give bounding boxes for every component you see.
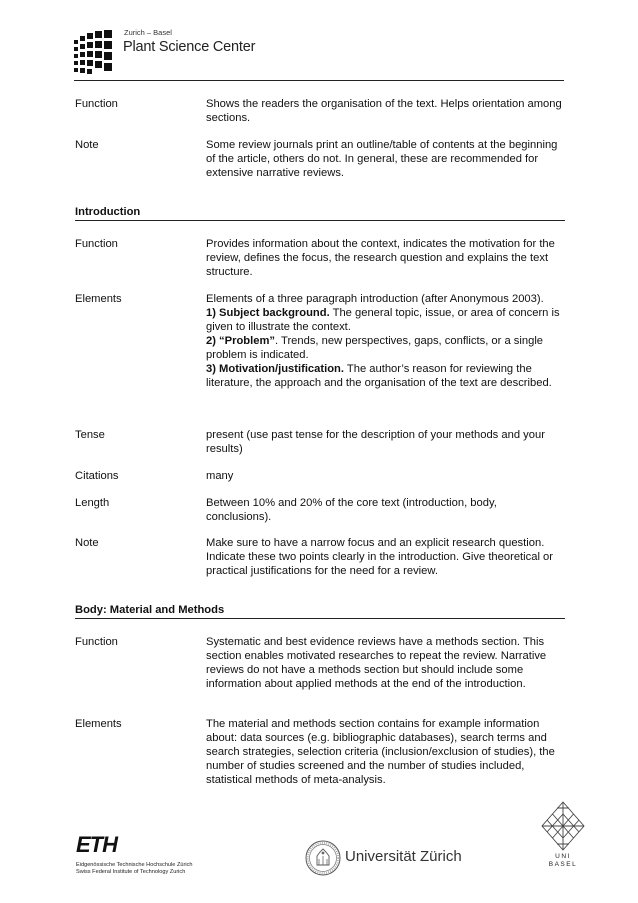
document-body [75, 97, 565, 799]
element-2-title: 2) “Problem” [206, 335, 276, 347]
section-heading-methods: Body: Material and Methods [75, 603, 565, 619]
basel-line-uni: UNI [555, 853, 571, 860]
logo-subtitle: Zurich – Basel [124, 28, 172, 37]
row-text: Some review journals print an outline/table of contents at the beginning of the article, others do not. In general, these are recommended for extensive narrative reviews. [206, 139, 558, 179]
row-label: Function [75, 238, 118, 250]
element-1-text: The general topic, issue, or area of concern is given to illustrate the context. [206, 307, 560, 333]
row-text: Systematic and best evidence reviews have a methods section. This section enables motivated researches to repeat the review. Narrative reviews do not have a methods section but should include some information about applied methods at the end of the introduction. [206, 636, 547, 690]
footer [0, 810, 638, 900]
function-row [75, 97, 565, 138]
row-text: many [206, 470, 234, 482]
logo-title: Plant Science Center [123, 39, 256, 55]
plant-science-center-logo [74, 24, 294, 80]
uzh-logo [305, 840, 475, 882]
eth-line-english: Swiss Federal Institute of Technology Zurich [76, 869, 186, 875]
basel-lattice-icon [540, 800, 586, 852]
uzh-seal-icon [305, 840, 341, 876]
row-label: Function [75, 636, 118, 648]
row-text: present (use past tense for the description of your methods and your results) [206, 429, 545, 455]
uzh-name: Universität Zürich [345, 848, 462, 865]
basel-line-basel: BASEL [548, 861, 578, 868]
element-3-title: 3) Motivation/justification. [206, 363, 344, 375]
row-label: Note [75, 537, 99, 549]
introduction-elements-row [75, 292, 565, 428]
introduction-citations-row [75, 469, 565, 496]
dot-grid-logo-icon [74, 30, 118, 74]
row-label: Function [75, 98, 118, 110]
introduction-note-row [75, 536, 565, 603]
eth-wordmark: ETH [76, 832, 117, 857]
row-label: Elements [75, 718, 122, 730]
introduction-tense-row [75, 428, 565, 469]
introduction-function-row [75, 237, 565, 292]
eth-logo [76, 834, 216, 880]
element-1-title: 1) Subject background. [206, 307, 330, 319]
row-text: Shows the readers the organisation of the text. Helps orientation among sections. [206, 98, 562, 124]
section-heading-introduction: Introduction [75, 205, 565, 221]
row-text: The material and methods section contains for example information about: data sources (e.g. bibliographic databases), search terms and search strategies, selection criteria (inclusion/exclusion of studies), the number of studies screened and the number of studies included, statistical methods of meta-analysis. [206, 718, 555, 786]
row-label: Elements [75, 293, 122, 305]
row-label: Length [75, 497, 110, 509]
introduction-length-row [75, 496, 565, 536]
row-label: Citations [75, 470, 119, 482]
basel-wordmark [540, 853, 586, 869]
row-label: Tense [75, 429, 105, 441]
row-text: Make sure to have a narrow focus and an explicit research question. Indicate these two points clearly in the introduction. Give theoretical or practical justifications for the need for a review. [206, 537, 553, 577]
element-3-text: The author’s reason for reviewing the literature, the approach and the organisation of the text are described. [206, 363, 552, 389]
header-divider [74, 80, 564, 81]
row-text: Provides information about the context, indicates the motivation for the review, defines the focus, the research question and explains the text structure. [206, 238, 555, 278]
row-label: Note [75, 139, 99, 151]
row-text [206, 292, 565, 428]
row-text: Between 10% and 20% of the core text (introduction, body, conclusions). [206, 497, 497, 523]
methods-elements-row [75, 717, 565, 799]
elements-lead: Elements of a three paragraph introduction (after Anonymous 2003). [206, 293, 544, 305]
element-2-text: . Trends, new perspectives, gaps, conflicts, or a single problem is indicated. [206, 335, 544, 361]
note-row [75, 138, 565, 205]
eth-line-german: Eidgenössische Technische Hochschule Zürich [76, 862, 193, 868]
uni-basel-logo [540, 800, 590, 880]
methods-function-row [75, 635, 565, 717]
